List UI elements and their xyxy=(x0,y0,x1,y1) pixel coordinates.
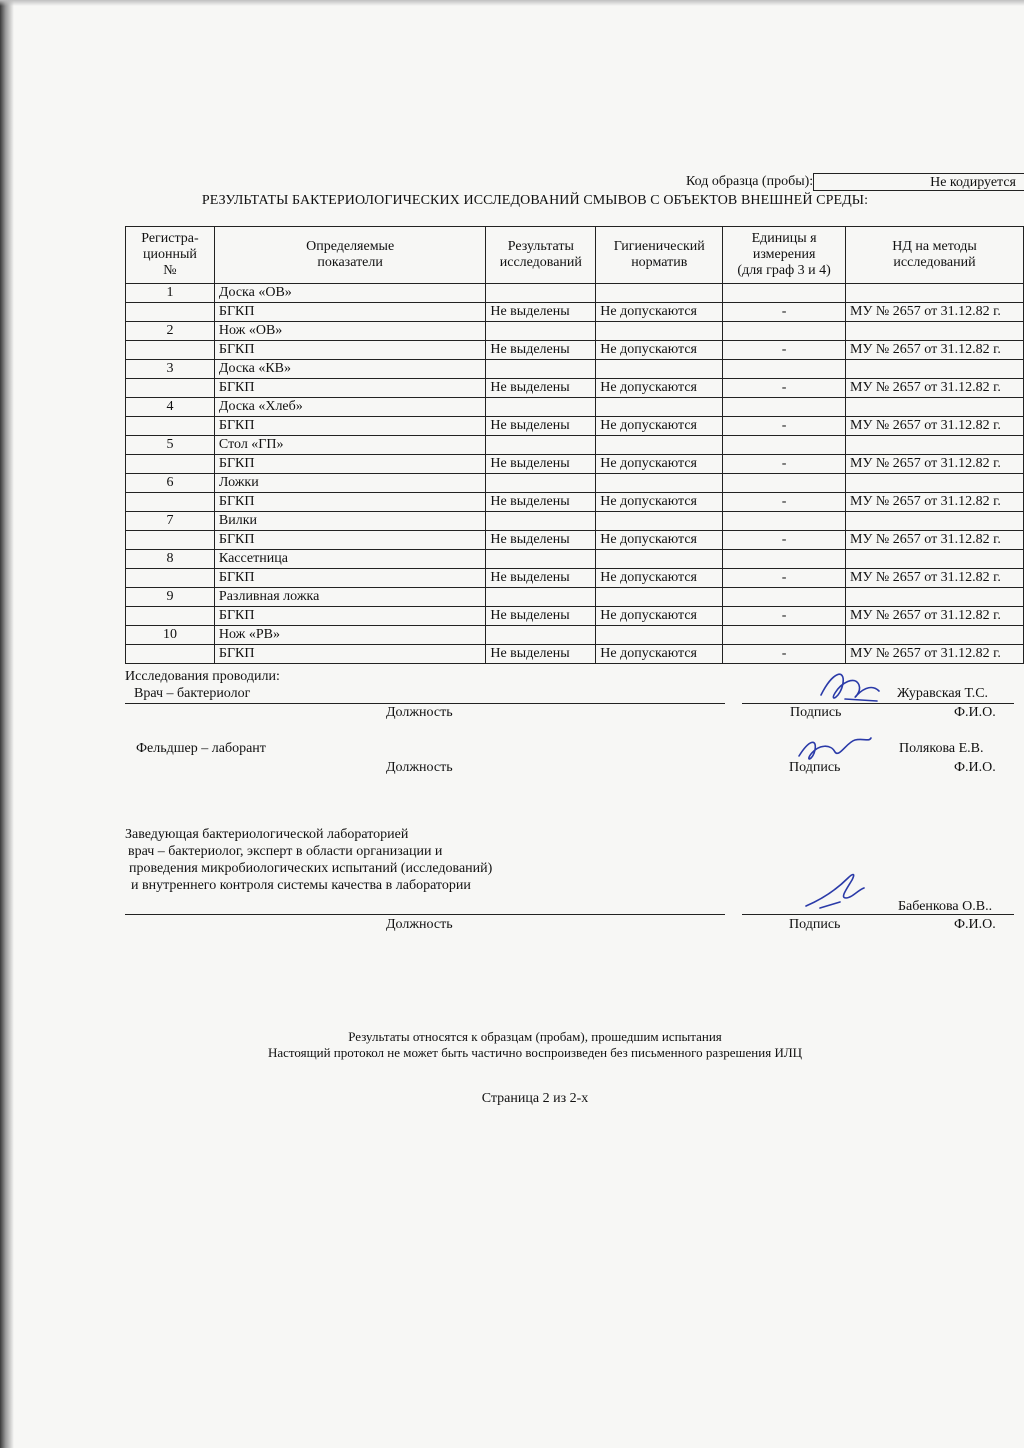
footer-note-2: Настоящий протокол не может быть частично воспроизведен без письменного разрешения ИЛЦ xyxy=(267,1045,803,1060)
unit-value: - xyxy=(723,455,846,474)
table-row-object xyxy=(126,588,1024,607)
nd-method: МУ № 2657 от 31.12.82 г. xyxy=(846,455,1024,474)
norm-value: Не допускаются xyxy=(596,493,723,512)
result-value: Не выделены xyxy=(486,569,596,588)
document-title: РЕЗУЛЬТАТЫ БАКТЕРИОЛОГИЧЕСКИХ ИССЛЕДОВАНИЙ СМЫВОВ С ОБЪЕКТОВ ВНЕШНЕЙ СРЕДЫ: xyxy=(201,193,869,208)
result-value: Не выделены xyxy=(486,493,596,512)
indicator: БГКП xyxy=(214,379,485,398)
table-row-result xyxy=(126,607,1024,626)
object-name: Ложки xyxy=(214,474,485,493)
indicator: БГКП xyxy=(214,417,485,436)
indicator: БГКП xyxy=(214,569,485,588)
result-value: Не выделены xyxy=(486,417,596,436)
table-row-object xyxy=(126,360,1024,379)
table-row-result xyxy=(126,303,1024,322)
norm-value: Не допускаются xyxy=(596,417,723,436)
nd-method: МУ № 2657 от 31.12.82 г. xyxy=(846,417,1024,436)
head-position-line2: врач – бактериолог, эксперт в области организации и xyxy=(128,844,443,859)
header-hygienic-norm: Гигиенический норматив xyxy=(596,227,723,284)
object-name: Доска «КВ» xyxy=(214,360,485,379)
head-caption-signature: Подпись xyxy=(789,917,841,932)
unit-value: - xyxy=(723,531,846,550)
table-row-result xyxy=(126,569,1024,588)
doctor-caption-signature: Подпись xyxy=(790,705,842,720)
reg-number: 3 xyxy=(126,360,215,379)
unit-value: - xyxy=(723,493,846,512)
footer-note-1: Результаты относятся к образцам (пробам), прошедшим испытания xyxy=(348,1029,722,1044)
table-row-object xyxy=(126,474,1024,493)
reg-number: 7 xyxy=(126,512,215,531)
indicator: БГКП xyxy=(214,645,485,664)
assistant-caption-signature: Подпись xyxy=(789,760,841,775)
head-position-line3: проведения микробиологических испытаний (исследований) xyxy=(129,861,493,876)
norm-value: Не допускаются xyxy=(596,569,723,588)
table-header-row xyxy=(126,227,1024,284)
header-nd-methods: НД на методы исследований xyxy=(846,227,1024,284)
indicator: БГКП xyxy=(214,455,485,474)
nd-method: МУ № 2657 от 31.12.82 г. xyxy=(846,531,1024,550)
table-row-result xyxy=(126,455,1024,474)
nd-method: МУ № 2657 от 31.12.82 г. xyxy=(846,493,1024,512)
scan-edge-shadow xyxy=(0,0,14,1448)
result-value: Не выделены xyxy=(486,645,596,664)
norm-value: Не допускаются xyxy=(596,379,723,398)
head-signature xyxy=(800,868,870,914)
norm-value: Не допускаются xyxy=(596,607,723,626)
head-position-line4: и внутреннего контроля системы качества в лаборатории xyxy=(131,878,471,893)
table-row-result xyxy=(126,531,1024,550)
sample-code-row xyxy=(590,173,1024,193)
reg-number: 10 xyxy=(126,626,215,645)
object-name: Нож «ОВ» xyxy=(214,322,485,341)
unit-value: - xyxy=(723,379,846,398)
doctor-name: Журавская Т.С. xyxy=(897,686,989,701)
reg-number: 5 xyxy=(126,436,215,455)
page-number: Страница 2 из 2-х xyxy=(481,1091,589,1106)
header-indicators: Определяемые показатели xyxy=(214,227,485,284)
sample-code-value: Не кодируется xyxy=(813,173,1024,191)
header-units: Единицы я измерения (для граф 3 и 4) xyxy=(723,227,846,284)
indicator: БГКП xyxy=(214,607,485,626)
head-position xyxy=(125,826,492,894)
scan-top-shadow xyxy=(0,0,1024,6)
norm-value: Не допускаются xyxy=(596,341,723,360)
norm-value: Не допускаются xyxy=(596,645,723,664)
indicator: БГКП xyxy=(214,303,485,322)
doctor-caption-position: Должность xyxy=(386,705,453,720)
table-row-result xyxy=(126,417,1024,436)
reg-number: 2 xyxy=(126,322,215,341)
doctor-position: Врач – бактериолог xyxy=(134,686,251,701)
result-value: Не выделены xyxy=(486,303,596,322)
reg-number: 1 xyxy=(126,284,215,303)
reg-number: 9 xyxy=(126,588,215,607)
object-name: Доска «Хлеб» xyxy=(214,398,485,417)
assistant-caption-fio: Ф.И.О. xyxy=(954,760,996,775)
indicator: БГКП xyxy=(214,531,485,550)
result-value: Не выделены xyxy=(486,379,596,398)
sample-code-label: Код образца (пробы): xyxy=(686,174,814,189)
unit-value: - xyxy=(723,303,846,322)
head-name: Бабенкова О.В.. xyxy=(898,899,993,914)
researchers-intro: Исследования проводили: xyxy=(125,669,280,684)
table-row-result xyxy=(126,493,1024,512)
indicator: БГКП xyxy=(214,341,485,360)
nd-method: МУ № 2657 от 31.12.82 г. xyxy=(846,569,1024,588)
nd-method: МУ № 2657 от 31.12.82 г. xyxy=(846,645,1024,664)
unit-value: - xyxy=(723,569,846,588)
table-row-object xyxy=(126,398,1024,417)
reg-number: 6 xyxy=(126,474,215,493)
nd-method: МУ № 2657 от 31.12.82 г. xyxy=(846,379,1024,398)
doctor-position-line xyxy=(125,703,725,704)
norm-value: Не допускаются xyxy=(596,303,723,322)
doctor-caption-fio: Ф.И.О. xyxy=(954,705,996,720)
object-name: Доска «ОВ» xyxy=(214,284,485,303)
results-table xyxy=(125,226,1024,664)
header-results: Результаты исследований xyxy=(486,227,596,284)
norm-value: Не допускаются xyxy=(596,455,723,474)
unit-value: - xyxy=(723,341,846,360)
norm-value: Не допускаются xyxy=(596,531,723,550)
unit-value: - xyxy=(723,607,846,626)
doctor-signature xyxy=(815,665,885,709)
head-caption-position: Должность xyxy=(386,917,453,932)
object-name: Стол «ГП» xyxy=(214,436,485,455)
header-reg-number: Регистра- ционный № xyxy=(126,227,215,284)
reg-number: 4 xyxy=(126,398,215,417)
object-name: Вилки xyxy=(214,512,485,531)
assistant-position: Фельдшер – лаборант xyxy=(136,741,266,756)
head-position-line1: Заведующая бактериологической лабораторией xyxy=(125,827,409,842)
nd-method: МУ № 2657 от 31.12.82 г. xyxy=(846,303,1024,322)
nd-method: МУ № 2657 от 31.12.82 г. xyxy=(846,341,1024,360)
table-row-result xyxy=(126,645,1024,664)
head-position-line xyxy=(125,914,725,915)
head-sign-line xyxy=(742,914,1014,915)
table-row-object xyxy=(126,322,1024,341)
result-value: Не выделены xyxy=(486,607,596,626)
indicator: БГКП xyxy=(214,493,485,512)
object-name: Нож «РВ» xyxy=(214,626,485,645)
table-row-result xyxy=(126,341,1024,360)
table-row-object xyxy=(126,550,1024,569)
table-row-object xyxy=(126,626,1024,645)
head-caption-fio: Ф.И.О. xyxy=(954,917,996,932)
result-value: Не выделены xyxy=(486,455,596,474)
reg-number: 8 xyxy=(126,550,215,569)
unit-value: - xyxy=(723,417,846,436)
object-name: Кассетница xyxy=(214,550,485,569)
assistant-caption-position: Должность xyxy=(386,760,453,775)
nd-method: МУ № 2657 от 31.12.82 г. xyxy=(846,607,1024,626)
result-value: Не выделены xyxy=(486,531,596,550)
table-row-object xyxy=(126,436,1024,455)
object-name: Разливная ложка xyxy=(214,588,485,607)
table-row-object xyxy=(126,284,1024,303)
table-row-result xyxy=(126,379,1024,398)
assistant-signature xyxy=(795,730,875,770)
table-row-object xyxy=(126,512,1024,531)
unit-value: - xyxy=(723,645,846,664)
result-value: Не выделены xyxy=(486,341,596,360)
assistant-name: Полякова Е.В. xyxy=(899,741,984,756)
